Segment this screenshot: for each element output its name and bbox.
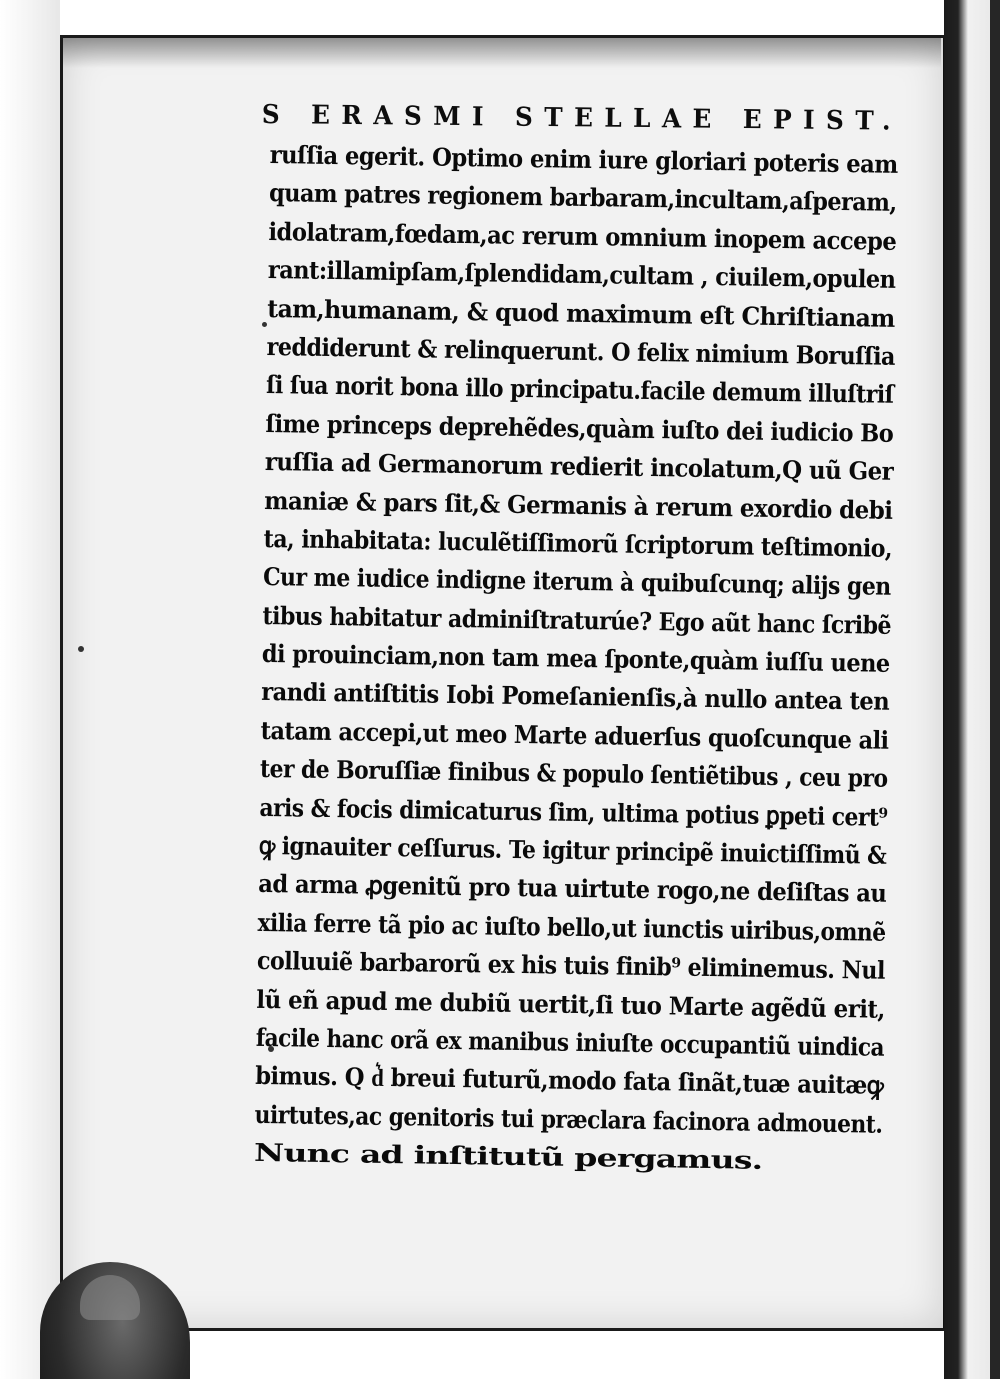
text-line: ruſſia ad Germanorum redierit incolatum,Q uũ Ger	[264, 447, 894, 486]
text-line: ruſſia egerit. Optimo enim iure gloriari poteris eam	[269, 139, 898, 179]
text-line: Cur me iudice indigne iterum à quibuſcunq; alijs gen	[262, 562, 891, 602]
text-line: Nunc ad inſtitutũ pergamus.	[253, 1138, 763, 1176]
text-line: ſi ſua norit bona illo principatu.facile demum illuſtriſ	[265, 370, 894, 410]
text-line: tam,humanam, & quod maximum eſt Chriſtianam	[267, 293, 895, 333]
text-line: bimus. Q d͛ breui futurũ,modo fata ſinãt,tuæ auitæꝙ	[255, 1061, 884, 1101]
text-line: reddiderunt & relinquerunt. O felix nimium Boruſſia	[266, 331, 896, 371]
text-line: colluuiẽ barbarorũ ex his tuis finib⁹ eliminemus. Nul	[256, 946, 886, 985]
text-line: ad arma ꝓgenitũ pro tua uirtute rogo,ne deſiſtas au	[258, 869, 887, 909]
text-line: randi antiſtitis Iobi Pomeſanienſis,à nullo antea ten	[261, 677, 890, 717]
text-line: maniæ & pars ſit,& Germanis à rerum exordio debi	[264, 485, 893, 525]
text-line: ꝙ ignauiter ceſſurus. Te igitur principẽ inuictiſſimũ &	[258, 830, 887, 870]
scan-left-margin	[0, 0, 60, 1379]
ink-speck	[78, 646, 84, 652]
text-line: tibus habitatur adminiſtraturúe? Ego aũt hanc ſcribẽ	[262, 600, 892, 640]
text-line: ter de Boruſſiæ finibus & populo ſentiẽtibus , ceu pro	[259, 754, 888, 794]
page-top-shadow	[63, 38, 941, 68]
text-line: xilia ferre tã pio ac iuſto bello,ut iunctis uiribus,omnẽ	[257, 907, 886, 947]
text-line: ta, inhabitata: luculẽtiſſimorũ ſcriptorum teſtimonio,	[263, 523, 893, 563]
main-text-block	[254, 136, 910, 1182]
running-head: S ERASMI STELLAE EPIST.	[261, 100, 903, 137]
text-line: rant:illamipſam,ſplendidam,cultam , ciuilem,opulen	[267, 255, 896, 295]
text-line: ſime princeps deprehẽdes,quàm iuſto dei iudicio Bo	[265, 408, 894, 448]
text-line: facile hanc orã ex manibus iniuſte occupantiũ uindica	[255, 1022, 885, 1062]
text-line: lũ eñ apud me dubiũ uertit,ſi tuo Marte agẽdũ erit,	[256, 984, 886, 1024]
text-line: tatam accepi,ut meo Marte aduerſus quoſcunque ali	[260, 715, 889, 755]
text-line: idolatram,fœdam,ac rerum omnium inopem accepe	[268, 216, 897, 256]
text-line: di prouinciam,non tam mea ſponte,quàm iuſſu uene	[261, 639, 890, 678]
text-line: aris & focis dimicaturus ſim, ultima potius ꝑpeti cert⁹	[259, 792, 888, 832]
text-line: quam patres regionem barbaram,incultam,aſperam,	[268, 178, 897, 218]
text-line: uirtutes,ac genitoris tui præclara facinora admouent.	[254, 1099, 883, 1139]
